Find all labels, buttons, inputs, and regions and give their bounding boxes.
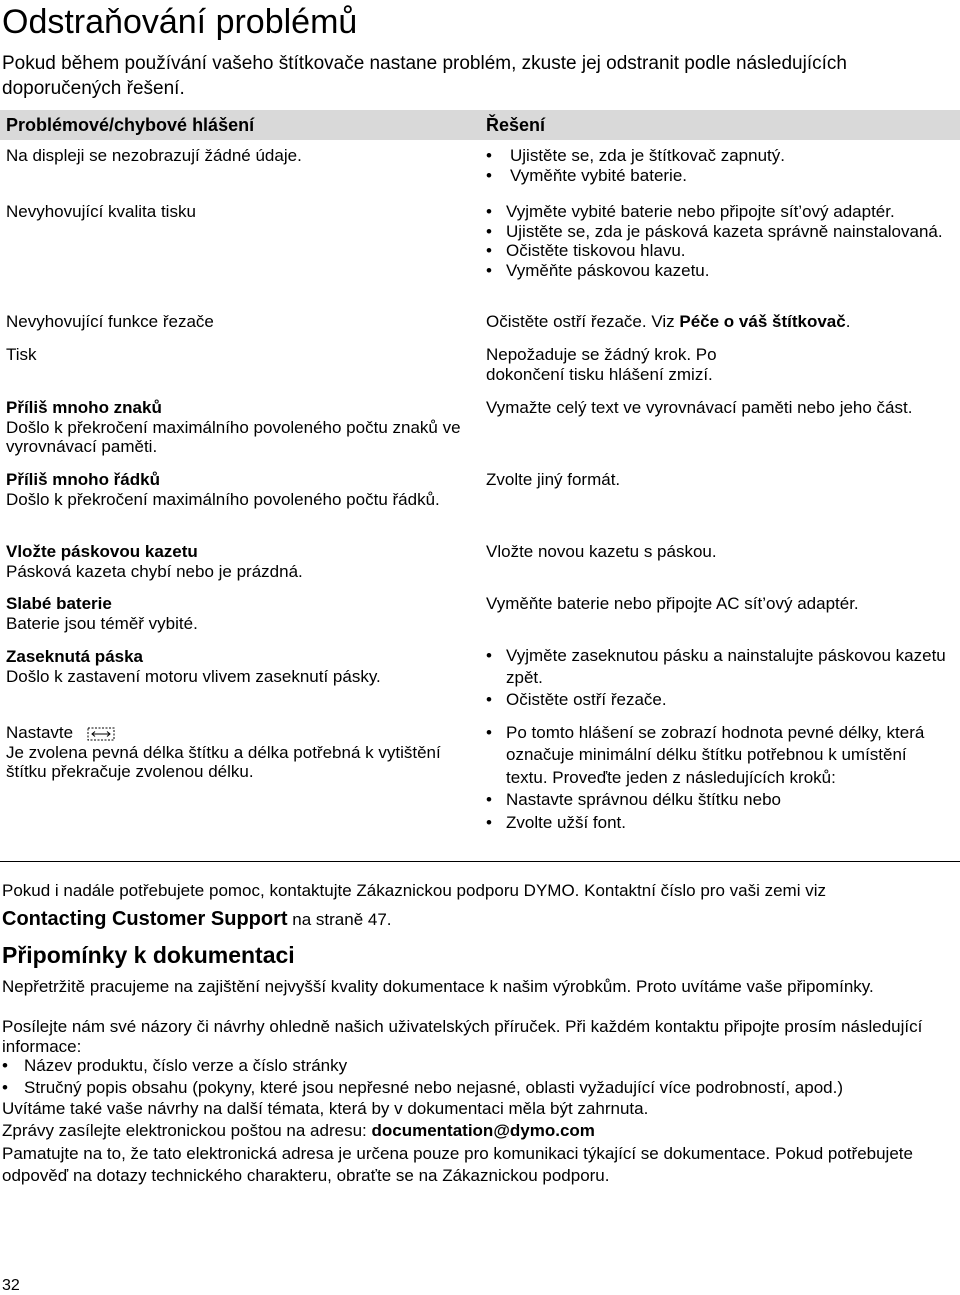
feedback-paragraph: Nepřetržitě pracujeme na zajištění nejvyšší kvality dokumentace k našim výrobkům. Proto uvítáme vaše připomínky. — [2, 977, 874, 996]
solution-item: • Vyměňte páskovou kazetu. — [486, 261, 948, 281]
problem-text: Nevyhovující funkce řezače — [6, 312, 214, 331]
feedback-paragraph: Pamatujte na to, že tato elektronická adresa je určena pouze pro komunikaci týkající se dokumentace. Pokud potřebujete odpověď na dotazy technického charakteru, obraťte se na Zákaznickou podporu. — [2, 1144, 913, 1185]
solution-text: Vyměňte baterie nebo připojte AC sít’ový adaptér. — [486, 594, 859, 613]
solution-cell — [486, 202, 948, 280]
support-link-line — [2, 908, 392, 931]
page-number: 32 — [2, 1277, 20, 1294]
problem-cell — [6, 594, 466, 633]
solution-text: Nepožaduje se žádný krok. Po dokončení tisku hlášení zmizí. — [486, 345, 717, 384]
problem-cell — [6, 345, 466, 365]
problem-cell — [6, 470, 466, 509]
solution-text: Vložte novou kazetu s páskou. — [486, 542, 717, 561]
solution-item: • Očistěte tiskovou hlavu. — [486, 241, 948, 261]
table-bottom-rule — [0, 861, 960, 862]
solution-cell — [486, 645, 948, 711]
problem-text: Na displeji se nezobrazují žádné údaje. — [6, 146, 302, 165]
problem-cell — [6, 542, 466, 581]
error-message-title: Vložte páskovou kazetu — [6, 542, 198, 561]
error-message-title-text: Nastavte — [6, 723, 74, 742]
problem-text: Tisk — [6, 345, 37, 364]
intro-paragraph: Pokud během používání vašeho štítkovače nastane problém, zkuste jej odstranit podle následujících doporučených řešení. — [2, 53, 847, 99]
solution-cell — [486, 594, 948, 614]
error-message-title: Příliš mnoho řádků — [6, 470, 160, 489]
solution-cell — [486, 398, 936, 418]
error-message-title: Slabé baterie — [6, 594, 112, 613]
problem-text: Nevyhovující kvalita tisku — [6, 202, 196, 221]
error-message-description: Je zvolena pevná délka štítku a délka potřebná k vytištění štítku překračuje zvolenou délku. — [6, 742, 441, 781]
solution-item: • Ujistěte se, zda je pásková kazeta správně nainstalovaná. — [486, 222, 948, 242]
solution-cell — [486, 722, 948, 834]
page-title: Odstraňování problémů — [2, 3, 358, 41]
solution-item: • Vyměňte vybité baterie. — [486, 166, 948, 186]
error-message-description: Došlo k zastavení motoru vlivem zaseknutí pásky. — [6, 666, 381, 686]
solution-item: • Nastavte správnou délku štítku nebo — [486, 789, 948, 811]
solution-text: Očistěte ostří řezače. Viz — [486, 312, 680, 331]
solution-item: • Vyjměte vybité baterie nebo připojte sít’ový adaptér. — [486, 202, 948, 222]
column-header-problem: Problémové/chybové hlášení — [6, 115, 255, 135]
support-link[interactable]: Contacting Customer Support — [2, 908, 288, 930]
solution-cell — [486, 345, 786, 384]
support-text: Pokud i nadále potřebujete pomoc, kontaktujte Zákaznickou podporu DYMO. Kontaktní číslo pro vaši zemi viz — [2, 881, 826, 900]
fixed-length-label-icon — [87, 726, 115, 742]
feedback-email-line — [2, 1121, 957, 1141]
solution-item: • Po tomto hlášení se zobrazí hodnota pevné délky, která označuje minimální délku štítku potřebnou k umístění textu. Proveďte jeden z následujících kroků: — [486, 722, 948, 789]
problem-cell — [6, 146, 466, 166]
solution-cell — [486, 146, 948, 185]
support-page-ref: na straně 47. — [287, 910, 392, 929]
error-message-description: Pásková kazeta chybí nebo je prázdná. — [6, 561, 303, 581]
problem-cell — [6, 202, 466, 222]
feedback-paragraph: Uvítáme také vaše návrhy na další témata, která by v dokumentaci měla být zahrnuta. — [2, 1099, 649, 1118]
problem-cell — [6, 647, 466, 686]
list-item: • Stručný popis obsahu (pokyny, které jsou nepřesné nebo nejasné, oblasti vyžadující více podrobností, apod.) — [2, 1077, 957, 1099]
table-header — [0, 110, 960, 140]
error-message-title: Zaseknutá páska — [6, 647, 144, 666]
section-title: Připomínky k dokumentaci — [2, 942, 295, 968]
list-item: • Název produktu, číslo verze a číslo stránky — [2, 1055, 957, 1077]
solution-text: Vymažte celý text ve vyrovnávací paměti nebo jeho část. — [486, 398, 913, 417]
error-message-title: Příliš mnoho znaků — [6, 398, 162, 417]
solution-item: • Očistěte ostří řezače. — [486, 689, 948, 711]
solution-text: Zvolte jiný formát. — [486, 470, 621, 489]
problem-cell — [6, 723, 466, 782]
problem-cell — [6, 398, 466, 457]
error-message-description: Baterie jsou téměř vybité. — [6, 613, 198, 633]
cross-reference-link[interactable]: Péče o váš štítkovač — [679, 312, 846, 331]
solution-item: • Vyjměte zaseknutou pásku a nainstalujte páskovou kazetu zpět. — [486, 645, 948, 689]
solution-cell — [486, 470, 948, 490]
error-message-description: Došlo k překročení maximálního povoleného počtu řádků. — [6, 489, 440, 509]
problem-cell — [6, 312, 466, 332]
support-paragraph — [2, 881, 952, 901]
feedback-paragraph: Posílejte nám své názory či návrhy ohledně našich uživatelských příruček. Při každém kontaktu připojte prosím následující informace: — [2, 1017, 923, 1056]
solution-text-suffix: . — [845, 312, 851, 331]
solution-cell — [486, 542, 948, 562]
email-link[interactable]: documentation@dymo.com — [371, 1121, 595, 1140]
error-message-title — [6, 723, 466, 743]
solution-item: • Zvolte užší font. — [486, 812, 948, 834]
solution-cell — [486, 312, 948, 332]
column-header-solution: Řešení — [486, 115, 546, 135]
feedback-bullet-list — [2, 1055, 957, 1099]
solution-item: • Ujistěte se, zda je štítkovač zapnutý. — [486, 146, 948, 166]
error-message-description: Došlo k překročení maximálního povoleného počtu znaků ve vyrovnávací paměti. — [6, 417, 461, 456]
email-prefix: Zprávy zasílejte elektronickou poštou na adresu: — [2, 1121, 372, 1140]
